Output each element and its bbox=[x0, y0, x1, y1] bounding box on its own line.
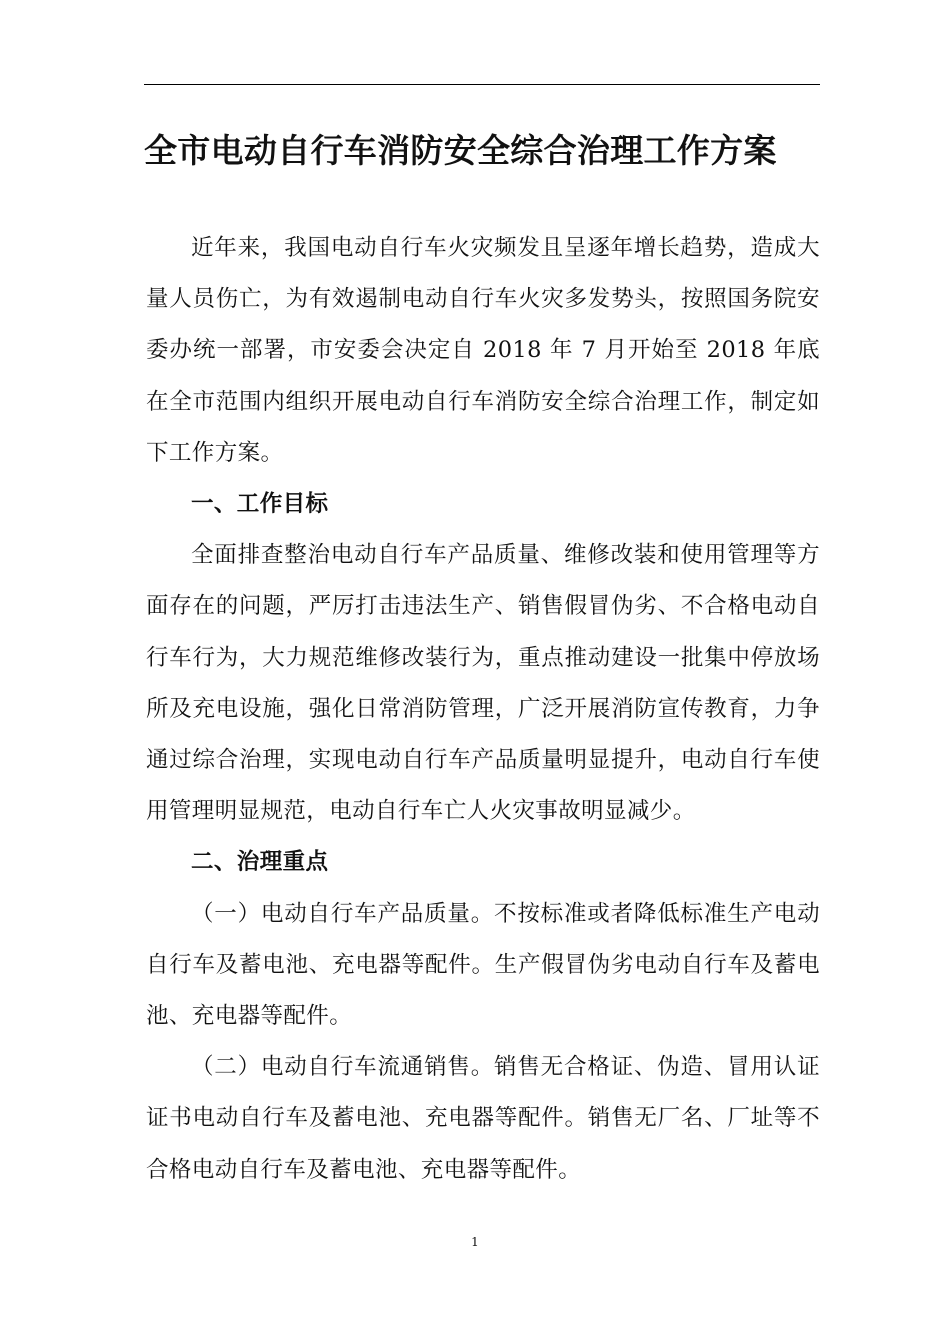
focus-item-product-quality: （一）电动自行车产品质量。不按标准或者降低标准生产电动自行车及蓄电池、充电器等配件。生产假冒伪劣电动自行车及蓄电池、充电器等配件。 bbox=[146, 900, 820, 1030]
section-heading-goals: 一、工作目标 bbox=[191, 491, 329, 518]
goals-paragraph: 全面排查整治电动自行车产品质量、维修改装和使用管理等方面存在的问题，严厉打击违法生产、销售假冒伪劣、不合格电动自行车行为，大力规范维修改装行为，重点推动建设一批集中停放场所及充电设施，强化日常消防管理，广泛开展消防宣传教育，力争通过综合治理，实现电动自行车产品质量明显提升，电动自行车使用管理明显规范，电动自行车亡人火灾事故明显减少。 bbox=[146, 542, 820, 825]
page-number: 1 bbox=[471, 1235, 479, 1249]
document-body bbox=[146, 223, 820, 1196]
section-heading-focus: 二、治理重点 bbox=[191, 849, 329, 876]
intro-paragraph: 近年来，我国电动自行车火灾频发且呈逐年增长趋势，造成大量人员伤亡，为有效遏制电动自行车火灾多发势头，按照国务院安委办统一部署，市安委会决定自 2018 年 7 月开始至 2018 年底在全市范围内组织开展电动自行车消防安全综合治理工作，制定如下工作方案。 bbox=[146, 235, 820, 466]
header-rule bbox=[144, 84, 820, 85]
document-title: 全市电动自行车消防安全综合治理工作方案 bbox=[144, 131, 777, 170]
focus-item-sales: （二）电动自行车流通销售。销售无合格证、伪造、冒用认证证书电动自行车及蓄电池、充电器等配件。销售无厂名、厂址等不合格电动自行车及蓄电池、充电器等配件。 bbox=[146, 1054, 820, 1183]
